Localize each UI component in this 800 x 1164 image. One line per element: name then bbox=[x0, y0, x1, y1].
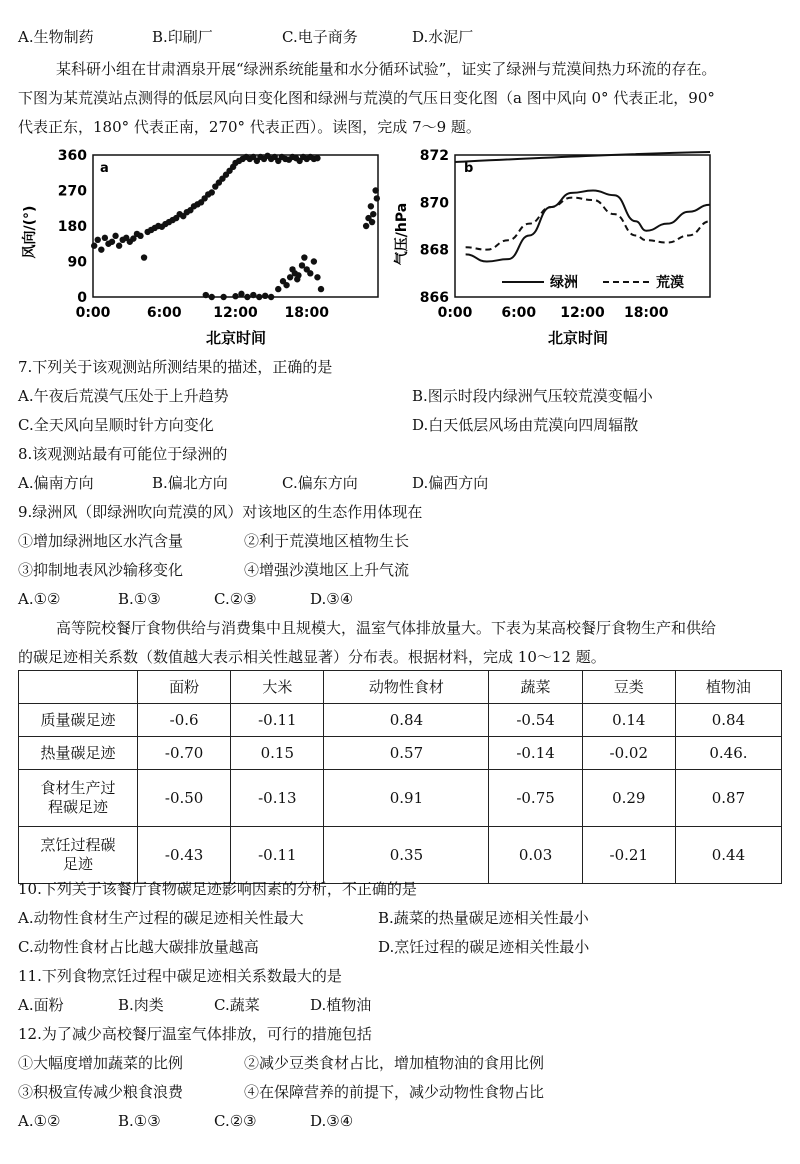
chart-a-point bbox=[363, 223, 369, 229]
chart-b-xlabel: 北京时间 bbox=[547, 329, 609, 347]
q11-option-b[interactable]: B.肉类 bbox=[118, 996, 164, 1014]
q9-statement-2: ②利于荒漠地区植物生长 bbox=[244, 532, 410, 550]
q12-statement-4: ④在保障营养的前提下，减少动物性食物占比 bbox=[244, 1083, 545, 1101]
table-row-label-line-2: 足迹 bbox=[62, 855, 93, 873]
table-cell: 0.14 bbox=[582, 704, 675, 737]
table-cell: -0.70 bbox=[138, 737, 231, 770]
chart-a-point bbox=[232, 293, 238, 299]
passage-1-line-3: 代表正东，180° 代表正南，270° 代表正西）。读图，完成 7～9 题。 bbox=[18, 118, 481, 136]
table-cell: 0.35 bbox=[324, 827, 489, 884]
chart-b-x-tick-label: 6:00 bbox=[501, 305, 537, 321]
table-cell: -0.02 bbox=[582, 737, 675, 770]
chart-a bbox=[21, 148, 380, 347]
q8-option-d[interactable]: D.偏西方向 bbox=[412, 474, 489, 492]
chart-a-frame bbox=[93, 155, 378, 297]
q6-option-c[interactable]: C.电子商务 bbox=[282, 28, 358, 46]
table-cell: 0.03 bbox=[489, 827, 582, 884]
chart-b-x-tick-label: 12:00 bbox=[560, 305, 605, 321]
chart-a-x-tick-label: 0:00 bbox=[75, 305, 111, 321]
table-header-cell: 植物油 bbox=[675, 671, 781, 704]
table-header-row bbox=[19, 671, 782, 704]
q9-stem: 9.绿洲风（即绿洲吹向荒漠的风）对该地区的生态作用体现在 bbox=[18, 503, 423, 521]
chart-b-x-tick-label: 18:00 bbox=[623, 305, 669, 321]
q9-statement-1: ①增加绿洲地区水汽含量 bbox=[18, 532, 184, 550]
table-cell: 0.15 bbox=[231, 737, 324, 770]
chart-a-xlabel: 北京时间 bbox=[205, 329, 267, 347]
chart-a-x-tick-label: 12:00 bbox=[213, 305, 258, 321]
q6-option-d[interactable]: D.水泥厂 bbox=[412, 28, 474, 46]
chart-b-y-tick-label: 868 bbox=[419, 242, 449, 259]
chart-a-x-tick-label: 18:00 bbox=[284, 305, 330, 321]
table-cell: 0.87 bbox=[675, 770, 781, 827]
q7-option-b[interactable]: B.图示时段内绿洲气压较荒漠变幅小 bbox=[412, 387, 653, 405]
table-row bbox=[19, 770, 782, 827]
chart-a-point bbox=[301, 254, 307, 260]
chart-a-point bbox=[98, 246, 104, 252]
q8-option-c[interactable]: C.偏东方向 bbox=[282, 474, 358, 492]
chart-a-point bbox=[311, 258, 317, 264]
table-cell: 0.91 bbox=[324, 770, 489, 827]
table-row bbox=[19, 737, 782, 770]
table-cell: -0.13 bbox=[231, 770, 324, 827]
table-row bbox=[19, 704, 782, 737]
q9-option-c[interactable]: C.②③ bbox=[214, 590, 257, 608]
passage-1-line-2: 下图为某荒漠站点测得的低层风向日变化图和绿洲与荒漠的气压日变化图（a 图中风向 0° 代表正北，90° bbox=[18, 89, 715, 107]
table-cell: -0.75 bbox=[489, 770, 582, 827]
chart-a-point bbox=[95, 237, 101, 243]
chart-a-point bbox=[209, 189, 215, 195]
q10-option-c[interactable]: C.动物性食材占比越大碳排放量越高 bbox=[18, 938, 259, 956]
table-cell: -0.14 bbox=[489, 737, 582, 770]
chart-a-ylabel: 风向/(°) bbox=[22, 205, 38, 259]
q10-option-a[interactable]: A.动物性食材生产过程的碳足迹相关性最大 bbox=[18, 909, 304, 927]
chart-a-point bbox=[244, 294, 250, 300]
q6-option-a[interactable]: A.生物制药 bbox=[18, 28, 94, 46]
chart-a-point bbox=[112, 233, 118, 239]
table-header-cell: 面粉 bbox=[138, 671, 231, 704]
chart-b-y-tick-label: 870 bbox=[419, 195, 449, 212]
chart-b-series-oasis bbox=[466, 191, 710, 262]
chart-a-point bbox=[209, 294, 215, 300]
chart-a-x-tick-label: 6:00 bbox=[146, 305, 182, 321]
q10-stem: 10.下列关于该餐厅食物碳足迹影响因素的分析，不正确的是 bbox=[18, 880, 417, 898]
chart-b-series-desert bbox=[466, 198, 710, 250]
q12-stem: 12.为了减少高校餐厅温室气体排放，可行的措施包括 bbox=[18, 1025, 372, 1043]
passage-2-line-1: 高等院校餐厅食物供给与消费集中且规模大，温室气体排放量大。下表为某高校餐厅食物生产和供给 bbox=[56, 619, 717, 637]
chart-a-point bbox=[307, 270, 313, 276]
q10-option-d[interactable]: D.烹饪过程的碳足迹相关性最小 bbox=[378, 938, 590, 956]
chart-b-panel-label: b bbox=[464, 161, 474, 176]
table-row-label-line-1: 烹饪过程碳 bbox=[40, 836, 116, 855]
chart-a-point bbox=[318, 286, 324, 292]
chart-a-point bbox=[141, 254, 147, 260]
q9-statement-3: ③抑制地表风沙输移变化 bbox=[18, 561, 184, 579]
chart-a-point bbox=[116, 243, 122, 249]
chart-b-x-tick-label: 0:00 bbox=[437, 305, 473, 321]
table-row-label: 质量碳足迹 bbox=[19, 704, 138, 737]
q7-option-d[interactable]: D.白天低层风场由荒漠向四周辐散 bbox=[412, 416, 639, 434]
table-header-cell: 豆类 bbox=[582, 671, 675, 704]
chart-a-point bbox=[256, 294, 262, 300]
chart-a-point bbox=[374, 195, 380, 201]
q12-option-d[interactable]: D.③④ bbox=[310, 1112, 354, 1130]
chart-a-point bbox=[370, 211, 376, 217]
table-row-label-line-2: 程碳足迹 bbox=[47, 798, 108, 816]
table-header-cell: 动物性食材 bbox=[324, 671, 489, 704]
passage-2-line-2: 的碳足迹相关系数（数值越大表示相关性越显著）分布表。根据材料，完成 10～12 题。 bbox=[18, 648, 606, 666]
table-cell: 0.29 bbox=[582, 770, 675, 827]
chart-a-point bbox=[238, 291, 244, 297]
table-row-label: 热量碳足迹 bbox=[19, 737, 138, 770]
chart-a-y-tick-label: 270 bbox=[57, 183, 87, 200]
q12-statement-2: ②减少豆类食材占比，增加植物油的食用比例 bbox=[244, 1054, 545, 1072]
q12-option-a[interactable]: A.①② bbox=[18, 1112, 61, 1130]
q11-option-a[interactable]: A.面粉 bbox=[18, 996, 64, 1014]
q11-option-d[interactable]: D.植物油 bbox=[310, 996, 372, 1014]
table-cell: -0.50 bbox=[138, 770, 231, 827]
q8-option-b[interactable]: B.偏北方向 bbox=[152, 474, 228, 492]
table-row-label bbox=[19, 770, 138, 827]
q8-stem: 8.该观测站最有可能位于绿洲的 bbox=[18, 445, 228, 463]
q11-stem: 11.下列食物烹饪过程中碳足迹相关系数最大的是 bbox=[18, 967, 342, 985]
table-row-label-line-1: 食材生产过 bbox=[40, 779, 116, 798]
table-row bbox=[19, 827, 782, 884]
table-cell: -0.54 bbox=[489, 704, 582, 737]
table-cell: 0.84 bbox=[675, 704, 781, 737]
chart-a-y-tick-label: 180 bbox=[57, 219, 87, 235]
q9-statement-4: ④增强沙漠地区上升气流 bbox=[244, 561, 410, 579]
q7-option-c[interactable]: C.全天风向呈顺时针方向变化 bbox=[18, 416, 214, 434]
table-header-cell bbox=[19, 671, 138, 704]
table-header-cell: 蔬菜 bbox=[489, 671, 582, 704]
q8-option-a[interactable]: A.偏南方向 bbox=[18, 474, 94, 492]
chart-a-point bbox=[314, 274, 320, 280]
chart-b-top-line bbox=[455, 152, 710, 162]
chart-b-y-tick-label: 872 bbox=[419, 148, 449, 164]
chart-a-y-tick-label: 0 bbox=[77, 290, 87, 306]
chart-a-panel-label: a bbox=[100, 161, 109, 176]
chart-a-point bbox=[203, 292, 209, 298]
table-cell: -0.11 bbox=[231, 704, 324, 737]
carbon-footprint-table bbox=[18, 670, 782, 884]
chart-b-y-tick-label: 866 bbox=[419, 290, 449, 306]
table-cell: -0.6 bbox=[138, 704, 231, 737]
charts-svg bbox=[18, 140, 782, 350]
chart-a-y-tick-label: 360 bbox=[57, 148, 87, 164]
figure-charts bbox=[18, 140, 782, 350]
chart-a-point bbox=[275, 286, 281, 292]
q9-option-d[interactable]: D.③④ bbox=[310, 590, 354, 608]
table-cell: -0.21 bbox=[582, 827, 675, 884]
chart-a-point bbox=[262, 293, 268, 299]
q10-option-b[interactable]: B.蔬菜的热量碳足迹相关性最小 bbox=[378, 909, 589, 927]
chart-a-point bbox=[91, 243, 97, 249]
legend-desert-label: 荒漠 bbox=[656, 275, 684, 291]
chart-a-point bbox=[283, 282, 289, 288]
q11-option-c[interactable]: C.蔬菜 bbox=[214, 996, 260, 1014]
chart-b-legend bbox=[502, 274, 684, 291]
passage-1-line-1: 某科研小组在甘肃酒泉开展“绿洲系统能量和水分循环试验”，证实了绿洲与荒漠间热力环流的存在。 bbox=[56, 60, 717, 78]
chart-b-ylabel: 气压/hPa bbox=[394, 202, 410, 266]
table-cell: 0.84 bbox=[324, 704, 489, 737]
q9-option-b[interactable]: B.①③ bbox=[118, 590, 161, 608]
chart-b bbox=[393, 148, 710, 347]
q12-option-c[interactable]: C.②③ bbox=[214, 1112, 257, 1130]
legend-oasis-label: 绿洲 bbox=[550, 275, 578, 291]
chart-a-y-tick-label: 90 bbox=[67, 254, 87, 271]
table-cell: -0.43 bbox=[138, 827, 231, 884]
table-row-label bbox=[19, 827, 138, 884]
chart-a-point bbox=[314, 155, 320, 161]
q7-stem: 7.下列关于该观测站所测结果的描述，正确的是 bbox=[18, 358, 333, 376]
chart-a-point bbox=[102, 235, 108, 241]
chart-a-point bbox=[268, 294, 274, 300]
chart-a-point bbox=[250, 292, 256, 298]
table-cell: -0.11 bbox=[231, 827, 324, 884]
chart-a-point bbox=[137, 233, 143, 239]
q9-option-a[interactable]: A.①② bbox=[18, 590, 61, 608]
chart-a-point bbox=[368, 203, 374, 209]
table-cell: 0.44 bbox=[675, 827, 781, 884]
table-cell: 0.46. bbox=[675, 737, 781, 770]
table-header-cell: 大米 bbox=[231, 671, 324, 704]
table-cell: 0.57 bbox=[324, 737, 489, 770]
q6-option-b[interactable]: B.印刷厂 bbox=[152, 28, 213, 46]
q12-option-b[interactable]: B.①③ bbox=[118, 1112, 161, 1130]
chart-a-point bbox=[369, 219, 375, 225]
chart-a-point bbox=[289, 266, 295, 272]
chart-a-point bbox=[220, 294, 226, 300]
chart-a-point bbox=[372, 187, 378, 193]
q12-statement-1: ①大幅度增加蔬菜的比例 bbox=[18, 1054, 184, 1072]
chart-a-point bbox=[294, 276, 300, 282]
q12-statement-3: ③积极宣传减少粮食浪费 bbox=[18, 1083, 184, 1101]
q7-option-a[interactable]: A.午夜后荒漠气压处于上升趋势 bbox=[18, 387, 229, 405]
chart-a-point bbox=[109, 239, 115, 245]
